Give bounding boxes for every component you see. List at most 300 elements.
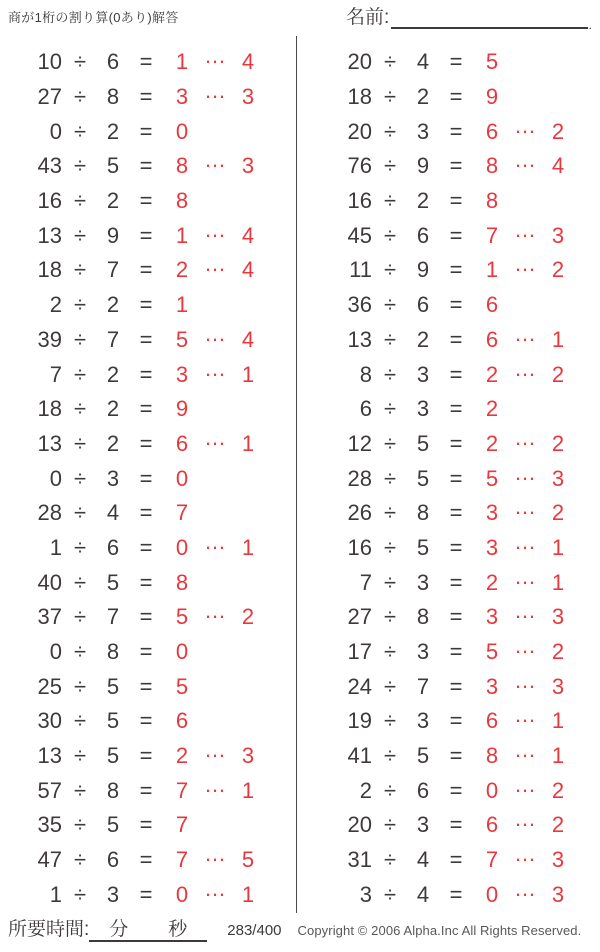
- divide-icon: ÷: [73, 153, 87, 179]
- divide-icon: ÷: [73, 708, 87, 734]
- quotient-answer: 3: [485, 500, 499, 526]
- remainder-answer: 2: [241, 604, 255, 630]
- remainder-answer: 5: [241, 847, 255, 873]
- quotient-answer: 7: [485, 222, 499, 248]
- dividend: 3: [359, 881, 372, 907]
- equals-icon: =: [139, 812, 153, 838]
- divide-icon: ÷: [383, 326, 397, 352]
- divide-icon: ÷: [73, 604, 87, 630]
- quotient-answer: 5: [175, 604, 189, 630]
- equals-icon: =: [139, 569, 153, 595]
- equation-row: [26, 253, 266, 288]
- equation-row: [336, 320, 576, 358]
- quotient-answer: 8: [485, 743, 499, 769]
- remainder-answer: 1: [241, 777, 255, 803]
- divisor: 8: [416, 500, 430, 526]
- divide-icon: ÷: [73, 396, 87, 422]
- equals-icon: =: [139, 222, 153, 248]
- divisor: 2: [106, 396, 120, 422]
- dividend: 13: [37, 430, 62, 456]
- remainder-dots-icon: …: [514, 667, 536, 693]
- remainder-dots-icon: …: [514, 702, 536, 728]
- quotient-answer: 3: [175, 84, 189, 110]
- equals-icon: =: [449, 847, 463, 873]
- divisor: 5: [416, 743, 430, 769]
- quotient-answer: 0: [175, 465, 189, 491]
- remainder-answer: 2: [551, 500, 565, 526]
- equals-icon: =: [449, 188, 463, 214]
- remainder-answer: 1: [551, 743, 565, 769]
- dividend: 13: [37, 222, 62, 248]
- remainder-dots-icon: …: [514, 320, 536, 346]
- divide-icon: ÷: [383, 534, 397, 560]
- quotient-answer: 6: [485, 812, 499, 838]
- divisor: 4: [416, 49, 430, 75]
- dividend: 25: [37, 673, 62, 699]
- dividend: 39: [37, 326, 62, 352]
- divisor: 3: [416, 639, 430, 665]
- remainder-dots-icon: …: [514, 251, 536, 277]
- quotient-answer: 3: [485, 673, 499, 699]
- equation-row: [26, 843, 266, 878]
- remainder-answer: 3: [241, 153, 255, 179]
- divisor: 5: [416, 465, 430, 491]
- equals-icon: =: [139, 777, 153, 803]
- dividend: 6: [359, 396, 372, 422]
- divide-icon: ÷: [383, 881, 397, 907]
- quotient-answer: 6: [175, 430, 189, 456]
- quotient-answer: 6: [485, 118, 499, 144]
- quotient-answer: 3: [485, 534, 499, 560]
- dividend: 31: [347, 847, 372, 873]
- divide-icon: ÷: [73, 430, 87, 456]
- quotient-answer: 5: [485, 639, 499, 665]
- divide-icon: ÷: [383, 153, 397, 179]
- dividend: 27: [347, 604, 372, 630]
- remainder-dots-icon: …: [514, 494, 536, 520]
- dividend: 18: [37, 396, 62, 422]
- divisor: 3: [416, 396, 430, 422]
- divisor: 6: [106, 847, 120, 873]
- equation-row: [336, 114, 576, 149]
- equation-row: [26, 461, 266, 496]
- divisor: 5: [106, 708, 120, 734]
- equation-row: [26, 875, 266, 913]
- divide-icon: ÷: [383, 812, 397, 838]
- quotient-answer: 0: [485, 777, 499, 803]
- equation-row: [26, 80, 266, 115]
- quotient-answer: 9: [175, 396, 189, 422]
- time-label: 所要時間:: [8, 919, 90, 940]
- divide-icon: ÷: [383, 743, 397, 769]
- divisor: 4: [106, 500, 120, 526]
- divide-icon: ÷: [383, 777, 397, 803]
- equals-icon: =: [139, 500, 153, 526]
- equation-row: [336, 808, 576, 843]
- equals-icon: =: [449, 49, 463, 75]
- dividend: 1: [49, 881, 62, 907]
- dividend: 16: [37, 188, 62, 214]
- quotient-answer: 6: [485, 292, 499, 318]
- dividend: 41: [347, 743, 372, 769]
- divide-icon: ÷: [73, 49, 87, 75]
- time-input-field[interactable]: [89, 920, 207, 942]
- quotient-answer: 5: [175, 673, 189, 699]
- quotient-answer: 2: [175, 743, 189, 769]
- dividend: 13: [37, 743, 62, 769]
- equals-icon: =: [139, 465, 153, 491]
- equation-row: [336, 461, 576, 496]
- dividend: 20: [347, 49, 372, 75]
- equation-row: [336, 392, 576, 427]
- remainder-answer: 4: [241, 257, 255, 283]
- divide-icon: ÷: [383, 639, 397, 665]
- quotient-answer: 2: [485, 569, 499, 595]
- quotient-answer: 5: [175, 326, 189, 352]
- dividend: 13: [347, 326, 372, 352]
- equals-icon: =: [449, 569, 463, 595]
- remainder-dots-icon: …: [514, 806, 536, 832]
- divisor: 8: [416, 604, 430, 630]
- remainder-answer: 1: [551, 534, 565, 560]
- divisor: 6: [106, 534, 120, 560]
- divide-icon: ÷: [73, 500, 87, 526]
- quotient-answer: 8: [175, 153, 189, 179]
- dividend: 20: [347, 118, 372, 144]
- divisor: 2: [416, 326, 430, 352]
- divide-icon: ÷: [383, 84, 397, 110]
- divide-icon: ÷: [73, 639, 87, 665]
- divide-icon: ÷: [73, 812, 87, 838]
- quotient-answer: 2: [485, 396, 499, 422]
- footer: [8, 919, 596, 942]
- remainder-dots-icon: …: [514, 459, 536, 485]
- divisor: 7: [106, 326, 120, 352]
- divisor: 2: [106, 118, 120, 144]
- remainder-dots-icon: …: [514, 771, 536, 797]
- quotient-answer: 7: [175, 777, 189, 803]
- divide-icon: ÷: [383, 292, 397, 318]
- divide-icon: ÷: [73, 777, 87, 803]
- divide-icon: ÷: [73, 847, 87, 873]
- divide-icon: ÷: [383, 222, 397, 248]
- divisor: 8: [106, 777, 120, 803]
- quotient-answer: 8: [175, 569, 189, 595]
- divisor: 9: [416, 153, 430, 179]
- quotient-answer: 2: [175, 257, 189, 283]
- dividend: 7: [359, 569, 372, 595]
- quotient-answer: 0: [485, 881, 499, 907]
- divisor: 2: [416, 84, 430, 110]
- equals-icon: =: [449, 881, 463, 907]
- equation-row: [336, 80, 576, 115]
- divide-icon: ÷: [383, 49, 397, 75]
- divisor: 5: [106, 673, 120, 699]
- remainder-answer: 2: [551, 118, 565, 144]
- divisor: 2: [106, 361, 120, 387]
- dividend: 0: [49, 118, 62, 144]
- divisor: 3: [416, 118, 430, 144]
- divide-icon: ÷: [383, 569, 397, 595]
- divisor: 5: [106, 153, 120, 179]
- equation-row: [26, 184, 266, 219]
- divisor: 5: [106, 812, 120, 838]
- divide-icon: ÷: [383, 604, 397, 630]
- quotient-answer: 0: [175, 881, 189, 907]
- quotient-answer: 0: [175, 118, 189, 144]
- equals-icon: =: [139, 430, 153, 456]
- remainder-answer: 1: [241, 534, 255, 560]
- remainder-answer: 2: [551, 430, 565, 456]
- divide-icon: ÷: [73, 84, 87, 110]
- remainder-dots-icon: …: [204, 424, 226, 450]
- equals-icon: =: [139, 534, 153, 560]
- equals-icon: =: [139, 639, 153, 665]
- divide-icon: ÷: [383, 500, 397, 526]
- divide-icon: ÷: [383, 188, 397, 214]
- dividend: 43: [37, 153, 62, 179]
- dividend: 35: [37, 812, 62, 838]
- remainder-answer: 1: [551, 326, 565, 352]
- divisor: 4: [416, 847, 430, 873]
- equation-row: [26, 635, 266, 670]
- dividend: 10: [37, 49, 62, 75]
- divide-icon: ÷: [73, 673, 87, 699]
- equation-row: [26, 704, 266, 739]
- equals-icon: =: [139, 153, 153, 179]
- remainder-answer: 3: [551, 673, 565, 699]
- dividend: 17: [347, 639, 372, 665]
- dividend: 28: [347, 465, 372, 491]
- equation-row: [26, 392, 266, 427]
- equation-row: [26, 600, 266, 635]
- remainder-dots-icon: …: [514, 563, 536, 589]
- remainder-answer: 1: [551, 708, 565, 734]
- equals-icon: =: [449, 604, 463, 630]
- equals-icon: =: [449, 257, 463, 283]
- divisor: 6: [416, 777, 430, 803]
- divide-icon: ÷: [383, 465, 397, 491]
- divisor: 5: [106, 743, 120, 769]
- quotient-answer: 1: [175, 222, 189, 248]
- equals-icon: =: [449, 222, 463, 248]
- dividend: 16: [347, 188, 372, 214]
- divisor: 9: [106, 222, 120, 248]
- name-field: [346, 3, 592, 32]
- divide-icon: ÷: [383, 673, 397, 699]
- dividend: 18: [37, 257, 62, 283]
- equation-row: [336, 184, 576, 219]
- dividend: 7: [49, 361, 62, 387]
- equals-icon: =: [139, 361, 153, 387]
- equation-row: [26, 114, 266, 149]
- equals-icon: =: [449, 639, 463, 665]
- remainder-answer: 3: [241, 84, 255, 110]
- remainder-answer: 1: [241, 430, 255, 456]
- problems-column-left: [26, 45, 266, 912]
- equation-row: [26, 357, 266, 392]
- quotient-answer: 6: [485, 326, 499, 352]
- equation-row: [336, 600, 576, 635]
- equation-row: [26, 528, 266, 566]
- equation-row: [26, 773, 266, 808]
- equation-row: [336, 773, 576, 808]
- name-label: 名前:: [346, 7, 390, 29]
- divide-icon: ÷: [73, 222, 87, 248]
- divisor: 3: [416, 361, 430, 387]
- equation-row: [336, 739, 576, 774]
- equals-icon: =: [449, 534, 463, 560]
- remainder-dots-icon: …: [204, 147, 226, 173]
- dividend: 28: [37, 500, 62, 526]
- equation-row: [26, 669, 266, 704]
- quotient-answer: 0: [175, 534, 189, 560]
- equals-icon: =: [139, 188, 153, 214]
- divide-icon: ÷: [383, 118, 397, 144]
- equals-icon: =: [139, 118, 153, 144]
- divisor: 7: [106, 257, 120, 283]
- dividend: 37: [37, 604, 62, 630]
- equals-icon: =: [449, 361, 463, 387]
- remainder-dots-icon: …: [204, 528, 226, 554]
- divide-icon: ÷: [73, 881, 87, 907]
- remainder-dots-icon: …: [204, 216, 226, 242]
- dividend: 12: [347, 430, 372, 456]
- equals-icon: =: [449, 153, 463, 179]
- equals-icon: =: [449, 777, 463, 803]
- equals-icon: =: [139, 49, 153, 75]
- divisor: 9: [416, 257, 430, 283]
- remainder-answer: 4: [241, 222, 255, 248]
- minutes-label: 分: [109, 919, 129, 940]
- remainder-answer: 3: [551, 222, 565, 248]
- divide-icon: ÷: [73, 257, 87, 283]
- equation-row: [336, 149, 576, 184]
- remainder-dots-icon: …: [514, 112, 536, 138]
- divide-icon: ÷: [73, 326, 87, 352]
- divide-icon: ÷: [73, 361, 87, 387]
- divisor: 4: [416, 881, 430, 907]
- remainder-dots-icon: …: [204, 320, 226, 346]
- remainder-dots-icon: …: [514, 737, 536, 763]
- equals-icon: =: [449, 430, 463, 456]
- quotient-answer: 1: [485, 257, 499, 283]
- divisor: 8: [106, 84, 120, 110]
- dividend: 26: [347, 500, 372, 526]
- equation-row: [26, 218, 266, 253]
- dividend: 76: [347, 153, 372, 179]
- equals-icon: =: [449, 708, 463, 734]
- remainder-dots-icon: …: [514, 528, 536, 554]
- remainder-answer: 3: [551, 465, 565, 491]
- remainder-dots-icon: …: [204, 598, 226, 624]
- quotient-answer: 3: [485, 604, 499, 630]
- remainder-dots-icon: …: [204, 78, 226, 104]
- quotient-answer: 0: [175, 639, 189, 665]
- equation-row: [336, 496, 576, 531]
- equals-icon: =: [449, 84, 463, 110]
- remainder-answer: 3: [551, 881, 565, 907]
- equals-icon: =: [449, 292, 463, 318]
- divisor: 3: [106, 881, 120, 907]
- equation-row: [26, 149, 266, 184]
- quotient-answer: 7: [175, 812, 189, 838]
- remainder-dots-icon: …: [514, 598, 536, 624]
- quotient-answer: 2: [485, 430, 499, 456]
- remainder-dots-icon: …: [514, 424, 536, 450]
- equation-row: [26, 320, 266, 358]
- dividend: 0: [49, 639, 62, 665]
- divide-icon: ÷: [383, 257, 397, 283]
- dividend: 27: [37, 84, 62, 110]
- divide-icon: ÷: [73, 569, 87, 595]
- divisor: 5: [106, 569, 120, 595]
- equation-row: [26, 45, 266, 80]
- page-title: 商が1桁の割り算(0あり)解答: [8, 10, 179, 25]
- quotient-answer: 8: [485, 188, 499, 214]
- dividend: 8: [359, 361, 372, 387]
- divisor: 2: [416, 188, 430, 214]
- divide-icon: ÷: [383, 708, 397, 734]
- equals-icon: =: [139, 257, 153, 283]
- remainder-dots-icon: …: [514, 633, 536, 659]
- divide-icon: ÷: [73, 118, 87, 144]
- remainder-answer: 2: [551, 812, 565, 838]
- remainder-dots-icon: …: [204, 355, 226, 381]
- remainder-answer: 4: [241, 326, 255, 352]
- equation-row: [336, 528, 576, 566]
- dividend: 0: [49, 465, 62, 491]
- equation-row: [336, 669, 576, 704]
- quotient-answer: 6: [485, 708, 499, 734]
- dividend: 40: [37, 569, 62, 595]
- dividend: 36: [347, 292, 372, 318]
- dividend: 2: [49, 292, 62, 318]
- equation-row: [336, 843, 576, 878]
- dividend: 24: [347, 673, 372, 699]
- divisor: 3: [416, 708, 430, 734]
- equation-row: [336, 288, 576, 323]
- equals-icon: =: [449, 743, 463, 769]
- remainder-answer: 2: [551, 777, 565, 803]
- quotient-answer: 1: [175, 292, 189, 318]
- remainder-answer: 1: [241, 881, 255, 907]
- remainder-dots-icon: …: [514, 355, 536, 381]
- name-underline[interactable]: [391, 3, 587, 29]
- dividend: 11: [349, 257, 372, 283]
- dividend: 30: [37, 708, 62, 734]
- equation-row: [26, 424, 266, 462]
- remainder-dots-icon: …: [204, 771, 226, 797]
- remainder-dots-icon: …: [514, 216, 536, 242]
- divisor: 6: [106, 49, 120, 75]
- remainder-dots-icon: …: [514, 841, 536, 867]
- quotient-answer: 7: [175, 500, 189, 526]
- divide-icon: ÷: [383, 430, 397, 456]
- column-divider: [296, 36, 297, 913]
- divide-icon: ÷: [383, 847, 397, 873]
- divide-icon: ÷: [73, 534, 87, 560]
- remainder-answer: 3: [551, 604, 565, 630]
- dividend: 2: [359, 777, 372, 803]
- equals-icon: =: [449, 812, 463, 838]
- divide-icon: ÷: [73, 188, 87, 214]
- divisor: 5: [416, 430, 430, 456]
- divisor: 3: [416, 569, 430, 595]
- remainder-answer: 1: [241, 361, 255, 387]
- remainder-answer: 2: [551, 361, 565, 387]
- quotient-answer: 9: [485, 84, 499, 110]
